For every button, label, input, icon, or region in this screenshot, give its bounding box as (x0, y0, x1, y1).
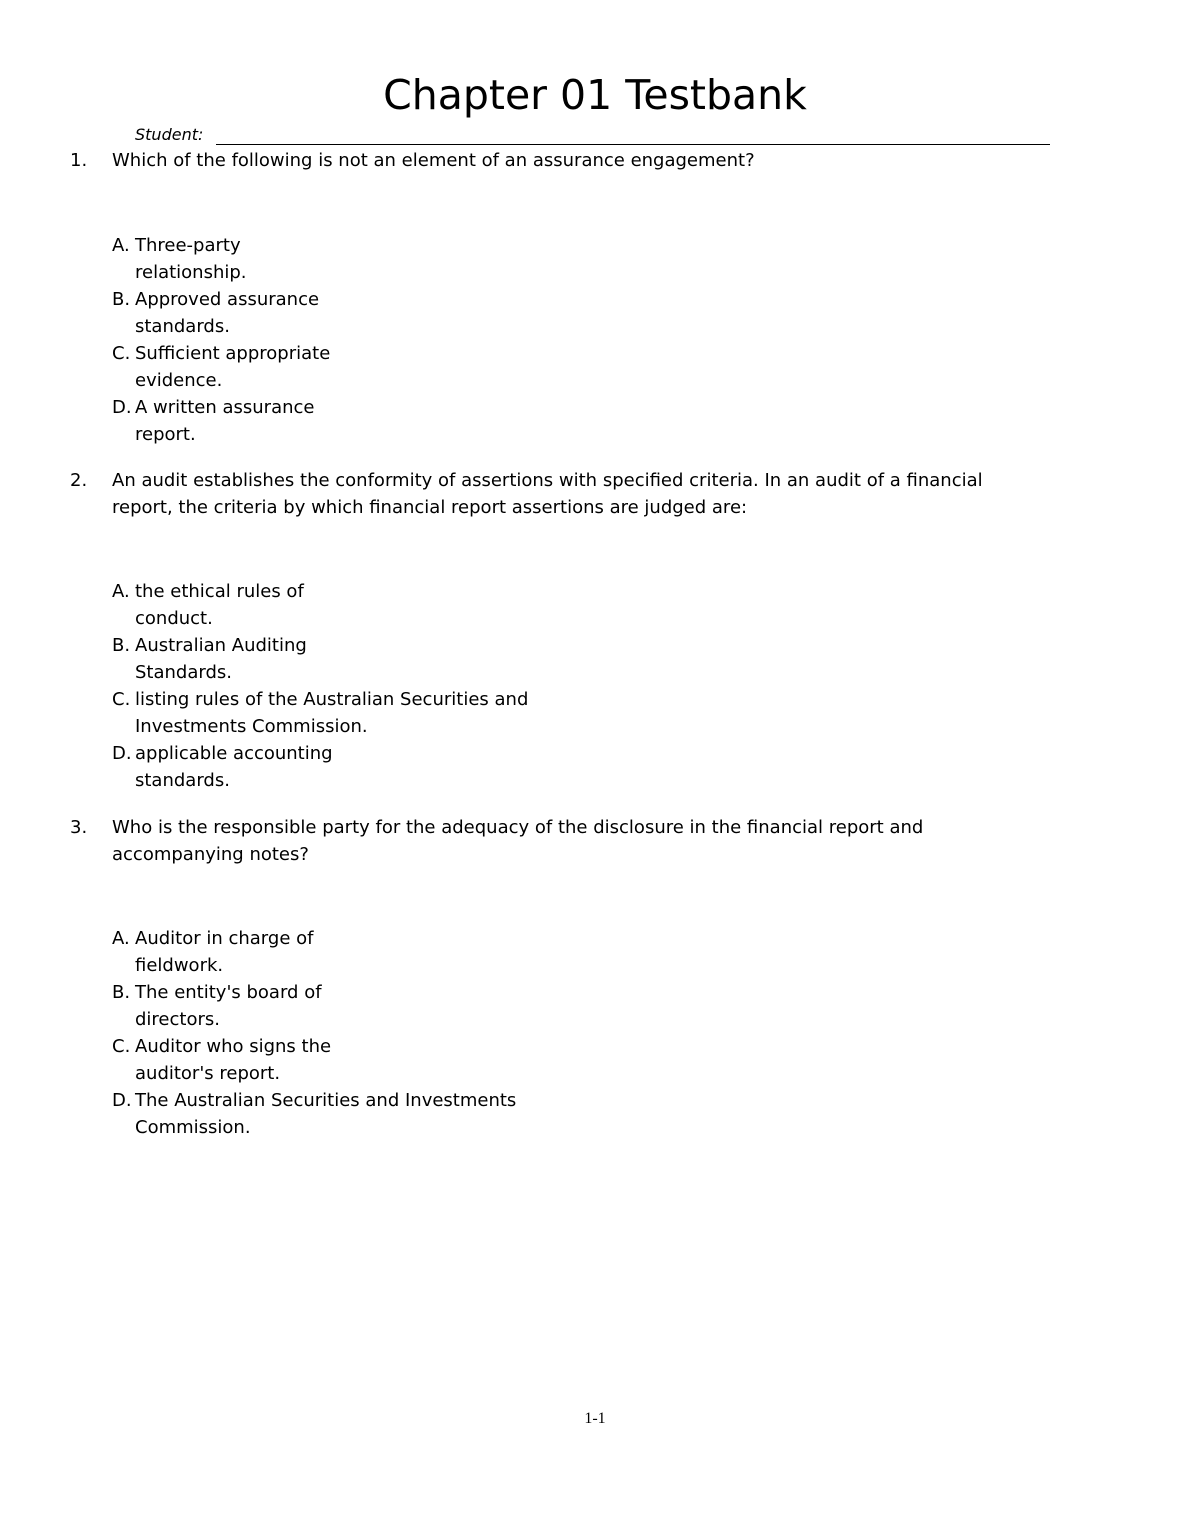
option-letter: A. (112, 928, 130, 949)
answer-option-c (112, 340, 1070, 394)
question-1 (70, 147, 1070, 174)
question-text (112, 814, 1070, 868)
option-text-line: fieldwork. (135, 955, 224, 976)
question-text (112, 147, 1070, 174)
question-3 (70, 814, 1070, 868)
option-text-line: Auditor who signs the (135, 1036, 332, 1057)
answer-option-d (112, 1087, 1070, 1141)
answer-options (70, 232, 1070, 448)
question-number: 3. (70, 817, 88, 838)
option-text-line: applicable accounting (135, 743, 333, 764)
question-number: 2. (70, 470, 88, 491)
answer-option-b (112, 979, 1070, 1033)
question-text (112, 467, 1070, 521)
option-letter: A. (112, 235, 130, 256)
option-text-line: The entity's board of (135, 982, 322, 1003)
option-text-line: report. (135, 424, 196, 445)
option-text-line: Sufficient appropriate (135, 343, 331, 364)
option-text-line: evidence. (135, 370, 223, 391)
option-text-line: Standards. (135, 662, 232, 683)
answer-option-a (112, 578, 1070, 632)
question-text-line: accompanying notes? (112, 844, 309, 865)
option-letter: B. (112, 289, 131, 310)
question-text-line: report, the criteria by which financial report assertions are judged are: (112, 497, 748, 518)
option-letter: D. (112, 397, 132, 418)
option-text-line: A written assurance (135, 397, 315, 418)
option-text-line: Commission. (135, 1117, 251, 1138)
option-text-line: directors. (135, 1009, 220, 1030)
page-title: Chapter 01 Testbank (383, 71, 807, 119)
answer-option-d (112, 394, 1070, 448)
answer-options (70, 578, 1070, 794)
answer-option-c (112, 686, 1070, 740)
option-text-line: Australian Auditing (135, 635, 307, 656)
option-letter: D. (112, 1090, 132, 1111)
answer-options (70, 925, 1070, 1141)
option-letter: C. (112, 1036, 131, 1057)
option-text-line: conduct. (135, 608, 213, 629)
answer-option-b (112, 286, 1070, 340)
option-text-line: Three-party (135, 235, 241, 256)
question-text-line: Which of the following is not an element of an assurance engagement? (112, 150, 755, 171)
option-letter: A. (112, 581, 130, 602)
option-text-line: Approved assurance (135, 289, 320, 310)
option-letter: C. (112, 689, 131, 710)
student-label: Student: (135, 125, 204, 144)
student-name-blank (216, 144, 1050, 145)
option-text-line: the ethical rules of (135, 581, 304, 602)
option-letter: D. (112, 743, 132, 764)
answer-option-d (112, 740, 1070, 794)
option-letter: C. (112, 343, 131, 364)
option-text-line: Investments Commission. (135, 716, 368, 737)
question-number: 1. (70, 150, 88, 171)
question-text-line: An audit establishes the conformity of assertions with specified criteria. In an audit of a financial (112, 470, 983, 491)
option-letter: B. (112, 635, 131, 656)
answer-option-a (112, 925, 1070, 979)
option-text-line: standards. (135, 770, 230, 791)
answer-option-a (112, 232, 1070, 286)
question-2 (70, 467, 1070, 521)
option-text-line: The Australian Securities and Investments (135, 1090, 517, 1111)
option-text-line: auditor's report. (135, 1063, 281, 1084)
option-text-line: listing rules of the Australian Securities and (135, 689, 529, 710)
option-text-line: standards. (135, 316, 230, 337)
answer-option-b (112, 632, 1070, 686)
question-text-line: Who is the responsible party for the adequacy of the disclosure in the financial report and (112, 817, 924, 838)
option-text-line: relationship. (135, 262, 247, 283)
option-text-line: Auditor in charge of (135, 928, 314, 949)
page-number: 1-1 (584, 1410, 606, 1427)
option-letter: B. (112, 982, 131, 1003)
answer-option-c (112, 1033, 1070, 1087)
